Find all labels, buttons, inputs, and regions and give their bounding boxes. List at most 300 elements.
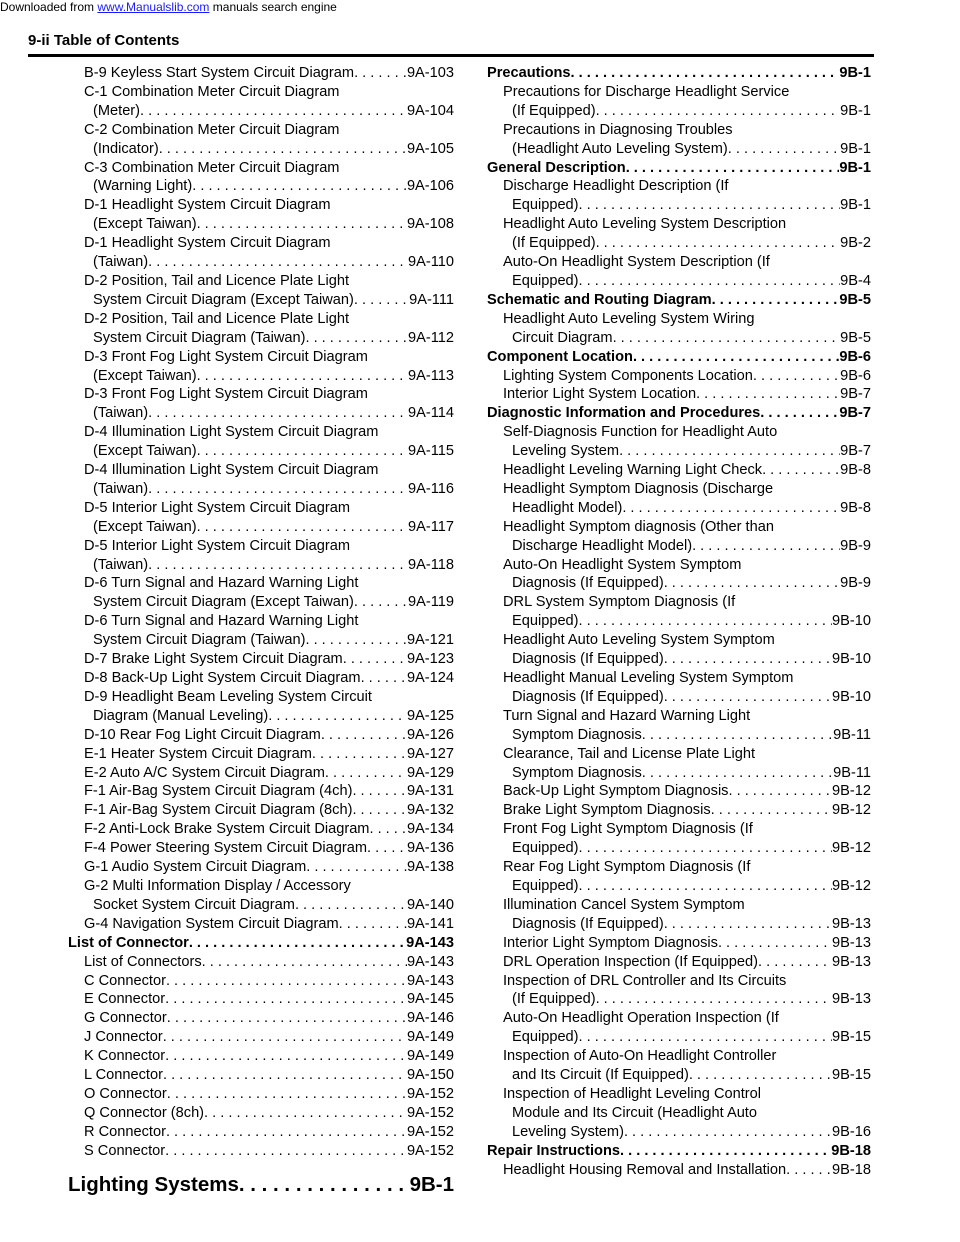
toc-page-number: 9A-113	[408, 367, 454, 384]
toc-entry-text: Headlight Leveling Warning Light Check	[503, 462, 763, 479]
toc-entry-text: G Connector	[84, 1010, 167, 1027]
toc-page-number: 9B-5	[840, 329, 871, 346]
toc-entry-text: G-1 Audio System Circuit Diagram	[84, 859, 307, 876]
toc-page-number: 9A-138	[406, 859, 454, 876]
toc-entry[interactable]	[487, 177, 871, 215]
toc-page-number: 9A-119	[408, 594, 454, 611]
toc-entry-text: Back-Up Light Symptom Diagnosis	[503, 783, 729, 800]
toc-page-number: 9B-12	[832, 802, 871, 819]
toc-entry[interactable]	[68, 1028, 454, 1047]
toc-entry-text: DRL Operation Inspection (If Equipped)	[503, 953, 758, 970]
toc-page-number: 9B-4	[840, 272, 871, 289]
toc-leader	[626, 159, 840, 178]
toc-entry-text: G-2 Multi Information Display / Accessory	[84, 877, 351, 894]
toc-entry-text: Turn Signal and Hazard Warning Light	[503, 707, 751, 724]
banner-suffix: manuals search engine	[209, 0, 337, 14]
toc-entry-text: Rear Fog Light Symptom Diagnosis (If	[503, 859, 751, 876]
toc-entry[interactable]	[487, 480, 871, 518]
toc-page-number: 9A-146	[406, 1010, 454, 1027]
toc-entry-text: Diagram (Manual Leveling)	[93, 707, 269, 724]
toc-heading-entry[interactable]	[487, 404, 871, 423]
toc-page-number: 9B-7	[840, 386, 871, 403]
toc-entry[interactable]	[487, 367, 871, 386]
toc-entry-text: Precautions	[487, 65, 571, 81]
toc-entry[interactable]	[68, 310, 454, 348]
toc-page-number: 9B-1	[840, 102, 871, 119]
toc-page-number: 9A-143	[406, 972, 454, 989]
toc-entry-text: D-4 Illumination Light System Circuit Diagram	[84, 462, 379, 479]
toc-entry[interactable]	[68, 537, 454, 575]
toc-page-number: 9A-152	[406, 1104, 454, 1121]
toc-page-number: 9A-129	[406, 764, 454, 781]
toc-entry[interactable]	[68, 858, 454, 877]
toc-entry-text: Lighting System Components Location	[503, 367, 753, 384]
toc-heading-entry[interactable]	[487, 159, 871, 178]
toc-right-list	[487, 64, 871, 1179]
toc-entry-text: Inspection of Auto-On Headlight Controller	[503, 1048, 777, 1065]
toc-entry-text: Clearance, Tail and License Plate Light	[503, 745, 756, 762]
toc-leader	[295, 896, 407, 915]
toc-entry[interactable]	[487, 782, 871, 801]
toc-leader	[197, 215, 407, 234]
toc-entry-text: Discharge Headlight Description (If	[503, 178, 729, 195]
toc-entry-text: Interior Light Symptom Diagnosis	[503, 934, 718, 951]
toc-entry-text: General Description	[487, 159, 626, 176]
toc-entry-text: Precautions for Discharge Headlight Service	[503, 83, 790, 100]
toc-entry-text: Headlight Model)	[512, 499, 623, 516]
toc-page-number: 9A-152	[406, 1085, 454, 1102]
toc-page-number: 9B-11	[833, 726, 871, 743]
toc-leader	[325, 764, 407, 783]
toc-entry-text: Equipped)	[512, 877, 579, 894]
toc-entry[interactable]	[487, 215, 871, 253]
toc-entry-text: D-2 Position, Tail and Licence Plate Light	[84, 272, 350, 289]
toc-entry[interactable]	[487, 745, 871, 783]
toc-entry-text: (Headlight Auto Leveling System)	[512, 140, 728, 157]
toc-page-number: 9B-9	[840, 575, 871, 592]
toc-entry[interactable]	[68, 159, 454, 197]
toc-leader	[321, 726, 407, 745]
toc-entry-text: Front Fog Light Symptom Diagnosis (If	[503, 821, 753, 838]
toc-leader	[354, 64, 407, 83]
toc-leader	[571, 64, 840, 83]
toc-leader	[728, 140, 840, 159]
toc-entry[interactable]	[68, 499, 454, 537]
toc-entry[interactable]	[68, 839, 454, 858]
toc-leader	[762, 461, 840, 480]
toc-page-number: 9A-152	[406, 1142, 454, 1159]
toc-entry-text: Leveling System	[512, 443, 620, 460]
toc-page-number: 9B-8	[840, 462, 871, 479]
toc-entry-text: C-2 Combination Meter Circuit Diagram	[84, 121, 340, 138]
toc-entry-text: F-1 Air-Bag System Circuit Diagram (4ch)	[84, 783, 353, 800]
toc-entry-text: Module and Its Circuit (Headlight Auto	[512, 1104, 757, 1121]
toc-page-number: 9B-1	[839, 65, 871, 81]
toc-entry[interactable]	[487, 423, 871, 461]
toc-entry-text: D-1 Headlight System Circuit Diagram	[84, 235, 331, 252]
toc-page-number: 9B-15	[832, 1067, 871, 1084]
toc-entry-text: System Circuit Diagram (Taiwan)	[93, 329, 306, 346]
toc-entry[interactable]	[68, 1047, 454, 1066]
toc-entry[interactable]	[68, 385, 454, 423]
toc-leader	[596, 990, 832, 1009]
page-title: 9-ii Table of Contents	[28, 32, 180, 49]
toc-entry[interactable]	[68, 348, 454, 386]
toc-entry-text: Equipped)	[512, 840, 579, 857]
toc-entry[interactable]	[68, 83, 454, 121]
toc-entry-text: Headlight Symptom Diagnosis (Discharge	[503, 480, 774, 497]
toc-page-number: 9B-13	[832, 934, 871, 951]
toc-page-number: 9B-1	[840, 197, 871, 214]
toc-entry-text: Component Location	[487, 348, 633, 365]
toc-entry[interactable]	[68, 764, 454, 783]
toc-page-number: 9B-16	[832, 1123, 871, 1140]
toc-leader	[165, 990, 407, 1009]
toc-entry[interactable]	[487, 1047, 871, 1085]
toc-leader	[689, 1066, 832, 1085]
toc-entry-text: Equipped)	[512, 1029, 579, 1046]
toc-entry-text: Self-Diagnosis Function for Headlight Auto	[503, 424, 778, 441]
toc-entry-text: F-2 Anti-Lock Brake System Circuit Diagram	[84, 821, 370, 838]
toc-leader	[613, 329, 841, 348]
toc-entry[interactable]	[68, 121, 454, 159]
toc-section-title: Lighting Systems	[68, 1172, 239, 1196]
toc-entry[interactable]	[487, 801, 871, 820]
toc-entry[interactable]	[487, 631, 871, 669]
toc-leader	[197, 367, 408, 386]
toc-entry-text: Diagnosis (If Equipped)	[512, 651, 664, 668]
toc-heading-entry[interactable]	[68, 934, 454, 953]
toc-entry-text: D-4 Illumination Light System Circuit Diagram	[84, 424, 379, 441]
toc-entry-text: D-3 Front Fog Light System Circuit Diagram	[84, 386, 368, 403]
toc-entry-text: Diagnosis (If Equipped)	[512, 915, 664, 932]
toc-leader	[165, 1142, 407, 1161]
toc-page-number: 9A-149	[406, 1029, 454, 1046]
toc-entry[interactable]	[68, 726, 454, 745]
toc-page-number: 9A-118	[408, 556, 454, 573]
toc-page-number: 9A-143	[406, 934, 454, 951]
toc-entry[interactable]	[487, 669, 871, 707]
toc-entry-text: Precautions in Diagnosing Troubles	[503, 121, 733, 138]
toc-entry-text: J Connector	[84, 1029, 163, 1046]
toc-page-number: 9A-127	[406, 745, 454, 762]
toc-left-column	[68, 64, 454, 1199]
toc-leader	[148, 253, 408, 272]
toc-leader	[728, 782, 832, 801]
toc-leader	[165, 1047, 407, 1066]
toc-leader	[367, 839, 407, 858]
toc-entry[interactable]	[487, 1085, 871, 1142]
toc-page-number: 9A-132	[406, 802, 454, 819]
toc-leader	[664, 688, 832, 707]
toc-page-number: 9A-150	[406, 1067, 454, 1084]
banner-prefix: Downloaded from	[0, 0, 98, 14]
toc-entry-text: DRL System Symptom Diagnosis (If	[503, 594, 736, 611]
toc-entry-text: (Taiwan)	[93, 254, 149, 271]
manualslib-link[interactable]: www.Manualslib.com	[97, 0, 210, 14]
toc-leader	[579, 272, 841, 291]
page-header	[28, 30, 874, 57]
toc-heading-entry[interactable]	[487, 291, 871, 310]
toc-right-column	[487, 64, 871, 1179]
toc-leader	[166, 972, 407, 991]
toc-page-number: 9B-1	[839, 159, 871, 176]
toc-entry-text: (If Equipped)	[512, 991, 596, 1008]
toc-leader	[579, 877, 833, 896]
toc-entry[interactable]	[68, 650, 454, 669]
toc-leader	[696, 385, 840, 404]
toc-entry-text: Inspection of DRL Controller and Its Circuits	[503, 972, 787, 989]
toc-entry[interactable]	[68, 1085, 454, 1104]
toc-leader	[202, 953, 407, 972]
toc-entry-text: (Taiwan)	[93, 556, 149, 573]
toc-section-page: 9B-1	[409, 1172, 454, 1196]
toc-entry[interactable]	[68, 877, 454, 915]
toc-leader	[786, 1161, 832, 1180]
toc-entry-text: Illumination Cancel System Symptom	[503, 896, 745, 913]
toc-page-number: 9B-12	[832, 783, 871, 800]
toc-entry[interactable]	[487, 1161, 871, 1180]
toc-leader	[596, 234, 841, 253]
toc-page-number: 9A-145	[406, 991, 454, 1008]
toc-entry[interactable]	[487, 707, 871, 745]
toc-section-entry[interactable]	[68, 1171, 454, 1199]
toc-entry[interactable]	[487, 820, 871, 858]
toc-entry[interactable]	[68, 612, 454, 650]
toc-entry-text: Schematic and Routing Diagram	[487, 291, 712, 308]
toc-entry-text: Auto-On Headlight System Description (If	[503, 254, 770, 271]
toc-leader	[664, 650, 832, 669]
toc-entry-text: D-6 Turn Signal and Hazard Warning Light	[84, 575, 359, 592]
toc-leader	[352, 801, 407, 820]
toc-leader	[596, 102, 841, 121]
toc-leader	[167, 1085, 407, 1104]
toc-entry-text: Leveling System)	[512, 1123, 624, 1140]
toc-entry[interactable]	[487, 83, 871, 121]
toc-entry-text: (Warning Light)	[93, 178, 193, 195]
toc-entry-text: (Taiwan)	[93, 405, 149, 422]
toc-entry-text: D-9 Headlight Beam Leveling System Circuit	[84, 688, 372, 705]
toc-leader	[712, 291, 840, 310]
toc-entry[interactable]	[487, 953, 871, 972]
toc-page-number: 9A-103	[406, 65, 454, 81]
toc-entry-text: List of Connector	[68, 934, 189, 951]
toc-page-number: 9A-112	[408, 329, 454, 346]
toc-heading-entry[interactable]	[487, 1142, 871, 1161]
toc-page-number: 9A-117	[408, 518, 454, 535]
toc-entry-text: Headlight Housing Removal and Installation	[503, 1161, 787, 1178]
toc-entry-text: System Circuit Diagram (Except Taiwan)	[93, 291, 354, 308]
toc-entry[interactable]	[487, 461, 871, 480]
toc-entry-text: (Indicator)	[93, 140, 159, 157]
toc-entry[interactable]	[487, 593, 871, 631]
toc-page-number: 9A-104	[406, 102, 454, 119]
toc-leader	[579, 612, 833, 631]
toc-leader	[633, 348, 839, 367]
toc-entry[interactable]	[487, 556, 871, 594]
toc-entry[interactable]	[68, 1066, 454, 1085]
toc-page-number: 9B-15	[832, 1029, 871, 1046]
toc-entry[interactable]	[68, 272, 454, 310]
toc-entry-text: Equipped)	[512, 272, 579, 289]
toc-page-number: 9A-134	[406, 821, 454, 838]
toc-page-number: 9B-10	[832, 688, 871, 705]
toc-entry-text: L Connector	[84, 1067, 163, 1084]
toc-entry-text: D-10 Rear Fog Light Circuit Diagram	[84, 726, 321, 743]
toc-page-number: 9A-123	[406, 651, 454, 668]
toc-leader	[664, 915, 832, 934]
toc-entry[interactable]	[487, 518, 871, 556]
toc-entry-text: G-4 Navigation System Circuit Diagram	[84, 915, 339, 932]
toc-leader	[692, 537, 840, 556]
toc-entry-text: (If Equipped)	[512, 102, 596, 119]
toc-leader	[148, 556, 408, 575]
toc-entry-text: Repair Instructions	[487, 1142, 620, 1159]
toc-entry[interactable]	[68, 461, 454, 499]
toc-entry-text: C-1 Combination Meter Circuit Diagram	[84, 83, 340, 100]
toc-leader	[197, 442, 408, 461]
toc-entry-text: Headlight Symptom diagnosis (Other than	[503, 518, 774, 535]
toc-entry[interactable]	[68, 423, 454, 461]
toc-page-number: 9B-13	[832, 991, 871, 1008]
toc-entry[interactable]	[68, 972, 454, 991]
toc-leader	[189, 934, 406, 953]
toc-page-number: 9B-13	[832, 953, 871, 970]
toc-entry[interactable]	[68, 915, 454, 934]
toc-leader	[642, 726, 833, 745]
toc-entry-text: Brake Light Symptom Diagnosis	[503, 802, 711, 819]
toc-page-number: 9B-10	[832, 613, 871, 630]
toc-entry-text: D-5 Interior Light System Circuit Diagram	[84, 499, 351, 516]
toc-leader	[339, 915, 407, 934]
toc-page-number: 9B-7	[839, 405, 871, 422]
toc-entry-text: D-5 Interior Light System Circuit Diagram	[84, 537, 351, 554]
toc-leader	[579, 1028, 833, 1047]
toc-entry-text: D-1 Headlight System Circuit Diagram	[84, 197, 331, 214]
toc-entry[interactable]	[487, 896, 871, 934]
toc-leader	[369, 820, 406, 839]
toc-leader	[305, 329, 408, 348]
toc-entry-text: Diagnosis (If Equipped)	[512, 688, 664, 705]
toc-leader	[619, 442, 840, 461]
toc-entry-text: B-9 Keyless Start System Circuit Diagram	[84, 65, 355, 81]
toc-leader	[642, 764, 833, 783]
toc-entry-text: D-8 Back-Up Light System Circuit Diagram	[84, 670, 361, 686]
toc-entry[interactable]	[68, 234, 454, 272]
toc-page-number: 9B-13	[832, 915, 871, 932]
toc-entry-text: (Except Taiwan)	[93, 367, 197, 384]
toc-entry[interactable]	[68, 820, 454, 839]
toc-leader	[624, 1123, 832, 1142]
toc-page-number: 9A-141	[406, 915, 454, 932]
toc-leader	[718, 934, 832, 953]
toc-entry[interactable]	[68, 688, 454, 726]
toc-entry-text: Equipped)	[512, 197, 579, 214]
toc-entry[interactable]	[487, 858, 871, 896]
toc-page-number: 9A-108	[406, 216, 454, 233]
toc-entry-text: System Circuit Diagram (Except Taiwan)	[93, 594, 354, 611]
toc-leader	[354, 593, 408, 612]
toc-entry-text: (Except Taiwan)	[93, 216, 197, 233]
toc-page-number: 9B-10	[832, 651, 871, 668]
toc-entry[interactable]	[487, 972, 871, 1010]
toc-entry-text: Equipped)	[512, 613, 579, 630]
toc-entry[interactable]	[68, 1009, 454, 1028]
toc-page-number: 9A-124	[406, 670, 454, 686]
toc-page-number: 9B-2	[840, 235, 871, 252]
toc-entry-text: Symptom Diagnosis	[512, 764, 642, 781]
toc-leader	[361, 669, 407, 688]
toc-page-number: 9B-1	[840, 140, 871, 157]
toc-entry-text: (If Equipped)	[512, 235, 596, 252]
toc-leader	[620, 1142, 831, 1161]
toc-leader	[163, 1066, 407, 1085]
toc-page-number: 9B-18	[832, 1161, 871, 1178]
toc-page-number: 9B-7	[840, 443, 871, 460]
toc-entry-text: E-2 Auto A/C System Circuit Diagram	[84, 764, 325, 781]
toc-page-number: 9A-131	[406, 783, 454, 800]
toc-entry[interactable]	[68, 990, 454, 1009]
toc-entry[interactable]	[68, 801, 454, 820]
toc-entry-text: Headlight Auto Leveling System Wiring	[503, 310, 755, 327]
toc-entry[interactable]	[487, 310, 871, 348]
toc-entry-text: List of Connectors	[84, 953, 202, 970]
toc-entry-text: D-3 Front Fog Light System Circuit Diagram	[84, 348, 368, 365]
download-banner	[0, 0, 960, 20]
toc-entry[interactable]	[68, 1142, 454, 1161]
toc-entry[interactable]	[68, 669, 454, 688]
toc-entry-text: and Its Circuit (If Equipped)	[512, 1067, 689, 1084]
toc-entry-text: C Connector	[84, 972, 166, 989]
toc-entry[interactable]	[68, 1123, 454, 1142]
toc-leader	[166, 1123, 407, 1142]
toc-page-number: 9A-111	[409, 291, 454, 308]
toc-leader	[664, 574, 840, 593]
toc-entry[interactable]	[487, 253, 871, 291]
toc-entry[interactable]	[487, 121, 871, 159]
toc-leader	[204, 1104, 407, 1123]
toc-heading-entry[interactable]	[487, 348, 871, 367]
toc-page-number: 9B-18	[831, 1142, 871, 1159]
toc-entry[interactable]	[487, 1009, 871, 1047]
toc-entry-text: Interior Light System Location	[503, 386, 697, 403]
toc-page-number: 9A-114	[408, 405, 454, 422]
toc-entry[interactable]	[68, 745, 454, 764]
toc-entry[interactable]	[68, 64, 454, 83]
toc-leader	[148, 404, 408, 423]
toc-leader	[159, 140, 407, 159]
toc-entry-text: System Circuit Diagram (Taiwan)	[93, 632, 306, 649]
toc-page-number: 9A-136	[406, 840, 454, 857]
toc-entry[interactable]	[68, 1104, 454, 1123]
toc-entry[interactable]	[68, 196, 454, 234]
toc-entry[interactable]	[487, 385, 871, 404]
toc-page-number: 9A-126	[406, 726, 454, 743]
toc-entry-text: (Taiwan)	[93, 480, 149, 497]
toc-heading-entry[interactable]	[487, 64, 871, 83]
toc-entry[interactable]	[68, 574, 454, 612]
toc-entry-text: (Except Taiwan)	[93, 443, 197, 460]
toc-entry-text: Symptom Diagnosis	[512, 726, 642, 743]
toc-entry[interactable]	[487, 934, 871, 953]
toc-leader	[579, 839, 833, 858]
toc-page-number: 9B-6	[840, 367, 871, 384]
toc-entry-text: Auto-On Headlight Operation Inspection (If	[503, 1010, 779, 1027]
toc-entry-text: Headlight Auto Leveling System Symptom	[503, 632, 775, 649]
toc-entry[interactable]	[68, 953, 454, 972]
toc-entry[interactable]	[68, 782, 454, 801]
toc-entry-text: Headlight Auto Leveling System Description	[503, 216, 787, 233]
